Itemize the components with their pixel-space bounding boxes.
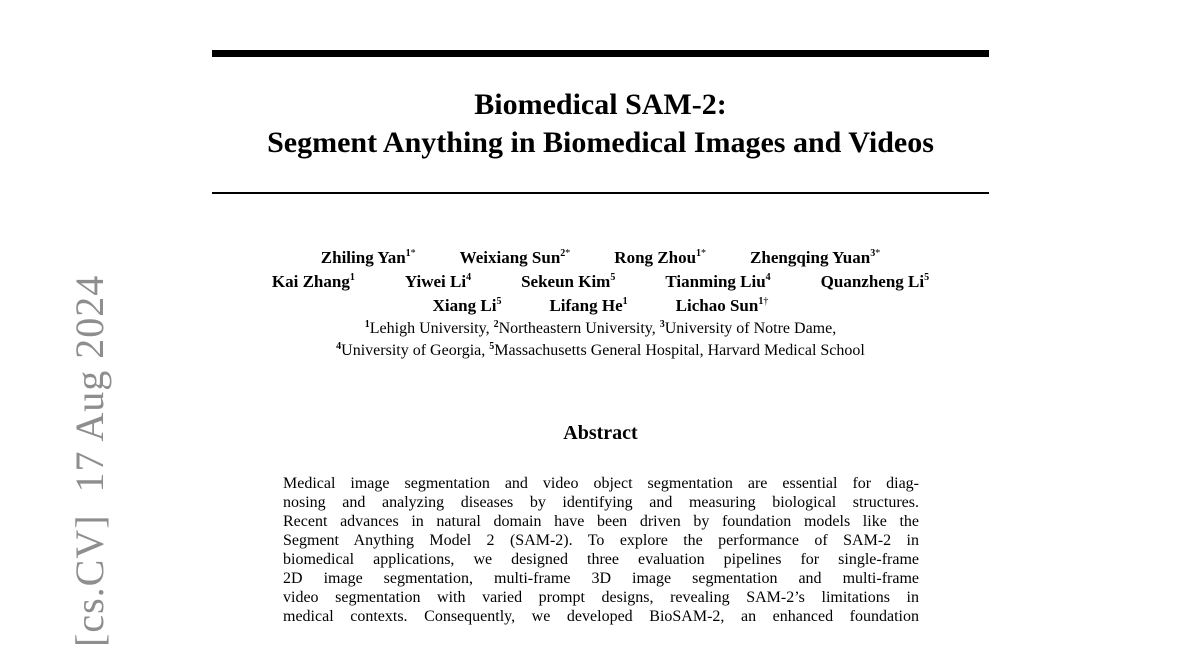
arxiv-stamp [22,274,112,647]
author-row [202,270,999,294]
author: Zhengqing Yuan$^{3*}$ [750,248,881,267]
arxiv-stamp-text [67,274,112,647]
author: Rong Zhou$^{1*}$ [614,248,707,267]
author: Kai Zhang$^1$ [271,272,355,291]
author: Sekeun Kim$^5$ [521,272,616,291]
abstract-heading: Abstract [563,422,638,444]
author: Quanzheng Li$^5$ [820,272,930,291]
title-top-rule [212,50,989,57]
affiliations-line-1: $^1$Lehigh University, $^2$Northeastern University, $^3$University of Notre Dame, [364,319,837,337]
arxiv-category: [cs.CV] [67,514,112,647]
abstract-body [283,474,919,626]
abstract-line: Medical image segmentation and video object segmentation are essential for diag- [283,475,919,492]
author: Xiang Li$^5$ [432,296,502,315]
paper-title [212,86,989,162]
abstract-line: medical contexts. Consequently, we developed BioSAM-2, an enhanced foundation [283,608,919,625]
author-block [212,246,989,362]
affiliations-line-2: $^4$University of Georgia, $^5$Massachusetts General Hospital, Harvard Medical School [336,341,865,359]
arxiv-date: 17 Aug 2024 [67,274,112,493]
author-row [212,246,989,270]
title-bottom-rule [212,192,989,194]
title-line-2: Segment Anything in Biomedical Images and Videos [267,126,934,159]
author: Weixiang Sun$^{2*}$ [459,248,571,267]
title-line-1: Biomedical SAM-2: [474,88,727,121]
author-row [212,294,989,318]
abstract-line: nosing and analyzing diseases by identifying and measuring biological structures. [283,494,919,511]
abstract-line: Segment Anything Model 2 (SAM-2). To explore the performance of SAM-2 in [283,532,919,549]
abstract-line: video segmentation with varied prompt designs, revealing SAM-2’s limitations in [283,589,919,606]
abstract-line: Recent advances in natural domain have been driven by foundation models like the [283,513,919,530]
abstract-line: biomedical applications, we designed three evaluation pipelines for single-frame [283,551,919,568]
author: Yiwei Li$^4$ [404,272,472,291]
author: Lifang He$^1$ [549,296,628,315]
abstract-line: 2D image segmentation, multi-frame 3D image segmentation and multi-frame [283,570,919,587]
author: Tianming Liu$^4$ [665,272,771,291]
author: Lichao Sun$^{1\dagger}$ [675,296,769,315]
author: Zhiling Yan$^{1*}$ [320,248,416,267]
